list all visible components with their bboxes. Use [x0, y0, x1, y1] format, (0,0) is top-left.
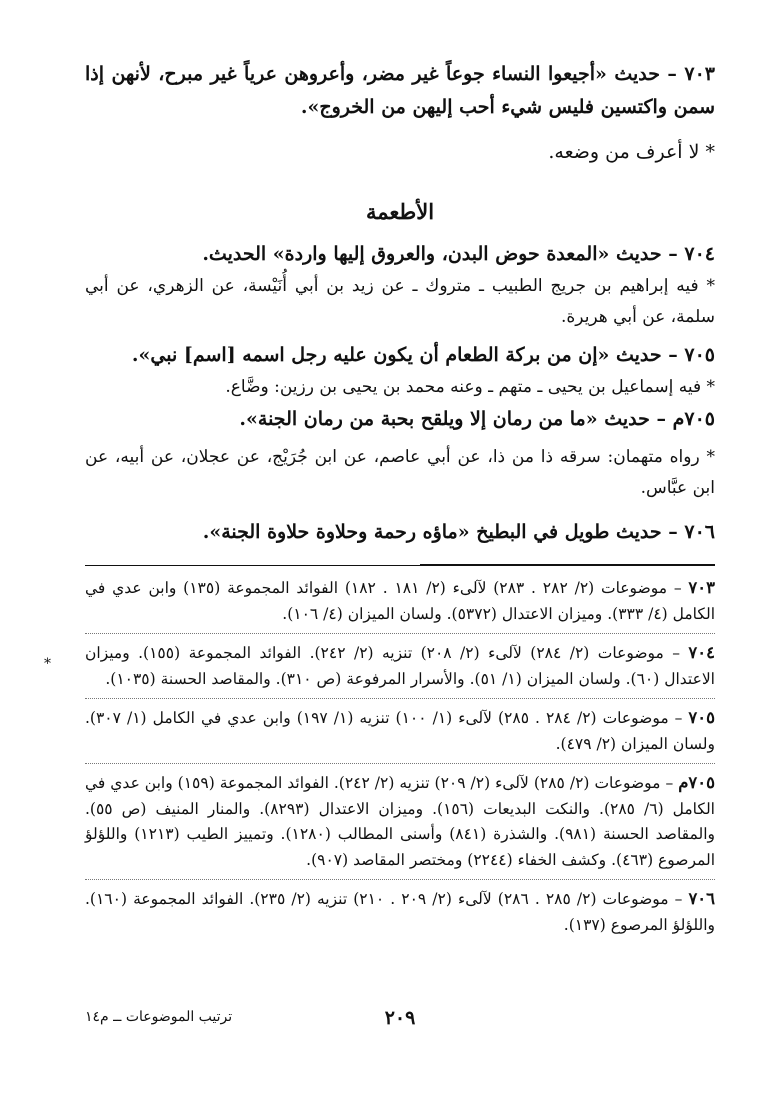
footnote-separator [85, 633, 715, 634]
footnote-divider [85, 565, 715, 566]
footnote-703 [85, 575, 715, 627]
hadith-706 [85, 516, 715, 549]
footnotes [85, 575, 715, 938]
hadith-704 [85, 238, 715, 271]
hadith-705m [85, 403, 715, 436]
footnote-number: ٧٠٤ [688, 643, 715, 662]
margin-mark: * [44, 656, 51, 672]
hadith-text: – حديث «أجيعوا النساء جوعاً غير مضر، وأعروهن عرياً غير مبرح، لأنهن إذا سمن واكتسين فليس شيء أحب إليهن من الخروج». [85, 63, 715, 118]
hadith-text: – حديث «إن من بركة الطعام أن يكون عليه رجل اسمه [اسم] نبي». [131, 344, 678, 366]
hadith-number: ٧٠٥م [672, 408, 715, 430]
signature-mark: ترتيب الموضوعات ــ م١٤ [85, 1009, 233, 1025]
hadith-text: – حديث طويل في البطيخ «ماؤه رحمة وحلاوة حلاوة الجنة». [202, 521, 678, 543]
footnote-number: ٧٠٦ [688, 889, 716, 908]
footnote-706 [85, 886, 715, 938]
hadith-number: ٧٠٣ [684, 63, 715, 85]
hadith-number: ٧٠٤ [684, 243, 715, 265]
hadith-705 [85, 339, 715, 372]
footnote-705 [85, 705, 715, 757]
main-text [85, 58, 715, 549]
hadith-text: – حديث «ما من رمان إلا ويلقح بحبة من رمان الجنة». [239, 408, 666, 430]
page-number: ٢٠٩ [384, 1007, 416, 1029]
footnote-text: – موضوعات (٢/ ٢٨٤) لآلىء (٢/ ٢٠٨) تنزيه (٢/ ٢٤٢). الفوائد المجموعة (١٥٥). وميزان الاعتدال (٦٠). ولسان الميزان (١/ ٥١). والأسرار المرفوعة (ص ٣١٠). والمقاصد الحسنة (١٠٣٥). [85, 644, 715, 688]
hadith-number: ٧٠٦ [684, 521, 715, 543]
hadith-number: ٧٠٥ [684, 344, 715, 366]
footnote-705m [85, 770, 715, 873]
footnote-text: – موضوعات (٢/ ٢٨٤ . ٢٨٥) لآلىء (١/ ١٠٠) تنزيه (١/ ١٩٧) وابن عدي في الكامل (١/ ٣٠٧). ولسان الميزان (٢/ ٤٧٩). [85, 709, 715, 753]
footnote-text: – موضوعات (٢/ ٢٨٥ . ٢٨٦) لآلىء (٢/ ٢٠٩ . ٢١٠) تنزيه (٢/ ٢٣٥). الفوائد المجموعة (١٦٠). واللؤلؤ المرصوع (١٣٧). [85, 890, 715, 934]
footnote-number: ٧٠٥ [688, 708, 715, 727]
hadith-note: * فيه إبراهيم بن جريج الطبيب ـ متروك ـ عن زيد بن أبي أُنَيْسة، عن الزهري، عن أبي سلمة، عن أبي هريرة. [85, 276, 715, 327]
hadith-text: – حديث «المعدة حوض البدن، والعروق إليها واردة» الحديث. [202, 243, 678, 265]
section-heading: الأطعمة [365, 199, 435, 224]
footnote-text: – موضوعات (٢/ ٢٨٢ . ٢٨٣) لآلىء (٢/ ١٨١ . ١٨٢) الفوائد المجموعة (١٣٥) وابن عدي في الكامل (٤/ ٣٣٣). وميزان الاعتدال (٥٣٧٢). ولسان الميزان (٤/ ١٠٦). [85, 579, 715, 623]
footnote-separator [85, 879, 715, 880]
hadith-note: * رواه متهمان: سرقه ذا من ذا، عن أبي عاصم، عن ابن جُرَيْج، عن عجلان، عن أبيه، عن ابن عبَّاس. [85, 447, 715, 498]
hadith-note: * لا أعرف من وضعه. [548, 141, 715, 163]
footnote-704 [85, 640, 715, 692]
page-footer [85, 1007, 715, 1035]
hadith-note: * فيه إسماعيل بن يحيى ـ متهم ـ وعنه محمد بن يحيى بن رزين: وضَّاع. [225, 377, 715, 397]
footnote-number: ٧٠٥م [678, 773, 716, 792]
footnote-text: – موضوعات (٢/ ٢٨٥) لآلىء (٢/ ٢٠٩) تنزيه (٢/ ٢٤٢). الفوائد المجموعة (١٥٩) وابن عدي في الكامل (٦/ ٢٨٥). والنكت البديعات (١٥٦). وميزان الاعتدال (٨٢٩٣). والمنار المنيف (ص ٥٥). والمقاصد الحسنة (٩٨١). والشذرة (٨٤١) وأسنى المطالب (١٢٨٠). وتمييز الطيب (١٢١٣) واللؤلؤ المرصوع (٤٦٣). وكشف الخفاء (٢٢٤٤) ومختصر المقاصد (٩٠٧). [85, 774, 715, 869]
footnote-separator [85, 763, 715, 764]
hadith-703 [85, 58, 715, 124]
footnote-number: ٧٠٣ [688, 578, 716, 597]
footnote-separator [85, 698, 715, 699]
